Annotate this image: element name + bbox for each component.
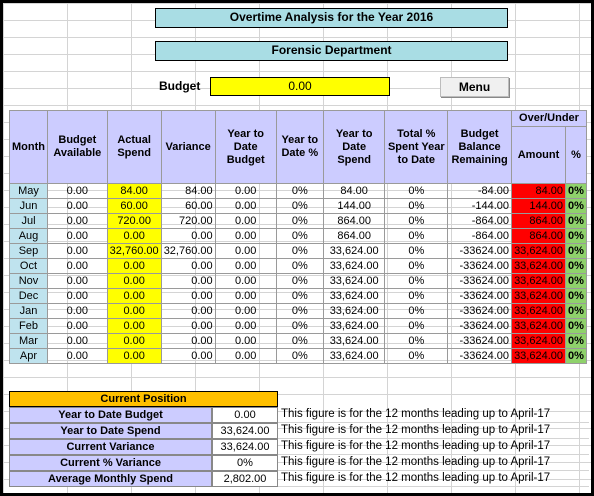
budget-available-cell[interactable]: 0.00 <box>47 259 107 274</box>
variance-cell: 60.00 <box>161 199 215 214</box>
ytd-spend-cell: 84.00 <box>323 184 385 199</box>
actual-spend-cell[interactable]: 0.00 <box>107 349 161 364</box>
ytd-pct-cell: 0% <box>276 334 323 349</box>
ytd-budget-cell: 0.00 <box>215 259 276 274</box>
variance-cell: 32,760.00 <box>161 244 215 259</box>
over-under-amount-cell: 33,624.00 <box>512 274 566 289</box>
total-pct-cell: 0% <box>385 244 448 259</box>
current-position-label: Current % Variance <box>9 455 212 471</box>
actual-spend-cell[interactable]: 32,760.00 <box>107 244 161 259</box>
ytd-spend-cell: 864.00 <box>323 229 385 244</box>
budget-balance-cell: -33624.00 <box>448 289 512 304</box>
ytd-spend-cell: 33,624.00 <box>323 334 385 349</box>
header-budget-balance: Budget Balance Remaining <box>448 111 512 184</box>
ytd-pct-cell: 0% <box>276 229 323 244</box>
total-pct-cell: 0% <box>385 334 448 349</box>
ytd-budget-cell: 0.00 <box>215 334 276 349</box>
variance-cell: 0.00 <box>161 319 215 334</box>
budget-input[interactable]: 0.00 <box>210 77 390 96</box>
current-position-value: 0% <box>212 455 278 471</box>
over-under-amount-cell: 144.00 <box>512 199 566 214</box>
ytd-budget-cell: 0.00 <box>215 184 276 199</box>
budget-balance-cell: -144.00 <box>448 199 512 214</box>
current-position-value: 33,624.00 <box>212 439 278 455</box>
header-total-pct: Total % Spent Year to Date <box>385 111 448 184</box>
table-row <box>10 274 587 289</box>
budget-balance-cell: -84.00 <box>448 184 512 199</box>
over-under-pct-cell: 0% <box>566 289 587 304</box>
over-under-amount-cell: 33,624.00 <box>512 334 566 349</box>
ytd-budget-cell: 0.00 <box>215 349 276 364</box>
over-under-amount-cell: 33,624.00 <box>512 349 566 364</box>
over-under-pct-cell: 0% <box>566 214 587 229</box>
ytd-pct-cell: 0% <box>276 289 323 304</box>
ytd-budget-cell: 0.00 <box>215 214 276 229</box>
over-under-amount-cell: 33,624.00 <box>512 289 566 304</box>
total-pct-cell: 0% <box>385 349 448 364</box>
current-position-note: This figure is for the 12 months leading up to April-17 <box>278 407 589 423</box>
budget-balance-cell: -33624.00 <box>448 274 512 289</box>
budget-balance-cell: -33624.00 <box>448 319 512 334</box>
actual-spend-cell[interactable]: 0.00 <box>107 334 161 349</box>
header-actual-spend: Actual Spend <box>107 111 161 184</box>
budget-balance-cell: -33624.00 <box>448 304 512 319</box>
over-under-pct-cell: 0% <box>566 319 587 334</box>
total-pct-cell: 0% <box>385 199 448 214</box>
current-position-value: 0.00 <box>212 407 278 423</box>
table-row <box>10 334 587 349</box>
over-under-pct-cell: 0% <box>566 274 587 289</box>
month-cell: Feb <box>10 319 48 334</box>
ytd-pct-cell: 0% <box>276 199 323 214</box>
over-under-pct-cell: 0% <box>566 244 587 259</box>
over-under-amount-cell: 33,624.00 <box>512 304 566 319</box>
ytd-budget-cell: 0.00 <box>215 274 276 289</box>
over-under-amount-cell: 33,624.00 <box>512 259 566 274</box>
ytd-spend-cell: 33,624.00 <box>323 319 385 334</box>
total-pct-cell: 0% <box>385 274 448 289</box>
variance-cell: 84.00 <box>161 184 215 199</box>
header-over-under: Over/Under <box>512 111 587 127</box>
header-budget-available: Budget Available <box>47 111 107 184</box>
over-under-pct-cell: 0% <box>566 304 587 319</box>
header-ytd-pct: Year to Date % <box>276 111 323 184</box>
over-under-pct-cell: 0% <box>566 184 587 199</box>
table-row <box>10 229 587 244</box>
ytd-pct-cell: 0% <box>276 214 323 229</box>
menu-button[interactable]: Menu <box>440 77 509 97</box>
table-row <box>10 319 587 334</box>
ytd-spend-cell: 33,624.00 <box>323 349 385 364</box>
variance-cell: 0.00 <box>161 274 215 289</box>
current-position-note: This figure is for the 12 months leading up to April-17 <box>278 423 589 439</box>
header-month: Month <box>10 111 48 184</box>
table-row <box>10 304 587 319</box>
over-under-amount-cell: 84.00 <box>512 184 566 199</box>
budget-available-cell[interactable]: 0.00 <box>47 349 107 364</box>
current-position-header: Current Position <box>9 391 278 407</box>
table-row <box>10 349 587 364</box>
budget-available-cell[interactable]: 0.00 <box>47 229 107 244</box>
budget-available-cell[interactable]: 0.00 <box>47 304 107 319</box>
over-under-pct-cell: 0% <box>566 229 587 244</box>
ytd-pct-cell: 0% <box>276 349 323 364</box>
ytd-pct-cell: 0% <box>276 259 323 274</box>
actual-spend-cell[interactable]: 0.00 <box>107 304 161 319</box>
table-row <box>10 244 587 259</box>
current-position-panel <box>9 407 589 487</box>
total-pct-cell: 0% <box>385 184 448 199</box>
current-position-row <box>9 423 589 439</box>
budget-available-cell[interactable]: 0.00 <box>47 334 107 349</box>
variance-cell: 0.00 <box>161 334 215 349</box>
over-under-pct-cell: 0% <box>566 199 587 214</box>
actual-spend-cell[interactable]: 84.00 <box>107 184 161 199</box>
header-ytd-spend: Year to Date Spend <box>323 111 385 184</box>
month-cell: Sep <box>10 244 48 259</box>
over-under-pct-cell: 0% <box>566 334 587 349</box>
current-position-row <box>9 471 589 487</box>
total-pct-cell: 0% <box>385 289 448 304</box>
budget-balance-cell: -864.00 <box>448 229 512 244</box>
variance-cell: 0.00 <box>161 229 215 244</box>
month-cell: May <box>10 184 48 199</box>
table-row <box>10 214 587 229</box>
ytd-pct-cell: 0% <box>276 244 323 259</box>
current-position-label: Year to Date Spend <box>9 423 212 439</box>
table-row <box>10 199 587 214</box>
month-cell: Nov <box>10 274 48 289</box>
ytd-budget-cell: 0.00 <box>215 304 276 319</box>
ytd-spend-cell: 33,624.00 <box>323 304 385 319</box>
header-variance: Variance <box>161 111 215 184</box>
budget-balance-cell: -864.00 <box>448 214 512 229</box>
current-position-value: 2,802.00 <box>212 471 278 487</box>
variance-cell: 0.00 <box>161 289 215 304</box>
over-under-amount-cell: 33,624.00 <box>512 244 566 259</box>
ytd-spend-cell: 864.00 <box>323 214 385 229</box>
ytd-pct-cell: 0% <box>276 304 323 319</box>
over-under-pct-cell: 0% <box>566 349 587 364</box>
budget-available-cell[interactable]: 0.00 <box>47 319 107 334</box>
ytd-pct-cell: 0% <box>276 274 323 289</box>
actual-spend-cell[interactable]: 0.00 <box>107 259 161 274</box>
budget-balance-cell: -33624.00 <box>448 349 512 364</box>
actual-spend-cell[interactable]: 0.00 <box>107 319 161 334</box>
total-pct-cell: 0% <box>385 229 448 244</box>
month-cell: Apr <box>10 349 48 364</box>
current-position-row <box>9 455 589 471</box>
current-position-note: This figure is for the 12 months leading up to April-17 <box>278 439 589 455</box>
variance-cell: 720.00 <box>161 214 215 229</box>
budget-available-cell[interactable]: 0.00 <box>47 184 107 199</box>
ytd-pct-cell: 0% <box>276 184 323 199</box>
budget-available-cell[interactable]: 0.00 <box>47 244 107 259</box>
month-cell: Mar <box>10 334 48 349</box>
current-position-label: Current Variance <box>9 439 212 455</box>
header-pct: % <box>566 127 587 184</box>
header-ytd-budget: Year to Date Budget <box>215 111 276 184</box>
over-under-amount-cell: 864.00 <box>512 229 566 244</box>
ytd-spend-cell: 144.00 <box>323 199 385 214</box>
month-cell: Oct <box>10 259 48 274</box>
ytd-pct-cell: 0% <box>276 319 323 334</box>
current-position-note: This figure is for the 12 months leading up to April-17 <box>278 471 589 487</box>
ytd-budget-cell: 0.00 <box>215 229 276 244</box>
ytd-budget-cell: 0.00 <box>215 319 276 334</box>
month-cell: Aug <box>10 229 48 244</box>
overtime-table <box>9 110 587 364</box>
actual-spend-cell[interactable]: 0.00 <box>107 274 161 289</box>
month-cell: Jul <box>10 214 48 229</box>
variance-cell: 0.00 <box>161 349 215 364</box>
budget-available-cell[interactable]: 0.00 <box>47 214 107 229</box>
table-row <box>10 289 587 304</box>
ytd-budget-cell: 0.00 <box>215 244 276 259</box>
ytd-budget-cell: 0.00 <box>215 199 276 214</box>
header-amount: Amount <box>512 127 566 184</box>
budget-available-cell[interactable]: 0.00 <box>47 289 107 304</box>
current-position-label: Year to Date Budget <box>9 407 212 423</box>
over-under-amount-cell: 33,624.00 <box>512 319 566 334</box>
total-pct-cell: 0% <box>385 304 448 319</box>
actual-spend-cell[interactable]: 0.00 <box>107 289 161 304</box>
report-title: Overtime Analysis for the Year 2016 <box>155 8 508 28</box>
table-row <box>10 259 587 274</box>
month-cell: Jun <box>10 199 48 214</box>
month-cell: Jan <box>10 304 48 319</box>
ytd-spend-cell: 33,624.00 <box>323 289 385 304</box>
actual-spend-cell[interactable]: 720.00 <box>107 214 161 229</box>
actual-spend-cell[interactable]: 60.00 <box>107 199 161 214</box>
current-position-value: 33,624.00 <box>212 423 278 439</box>
variance-cell: 0.00 <box>161 304 215 319</box>
department-title: Forensic Department <box>155 41 508 61</box>
over-under-amount-cell: 864.00 <box>512 214 566 229</box>
ytd-spend-cell: 33,624.00 <box>323 274 385 289</box>
ytd-spend-cell: 33,624.00 <box>323 259 385 274</box>
budget-available-cell[interactable]: 0.00 <box>47 274 107 289</box>
budget-available-cell[interactable]: 0.00 <box>47 199 107 214</box>
current-position-label: Average Monthly Spend <box>9 471 212 487</box>
current-position-row <box>9 407 589 423</box>
month-cell: Dec <box>10 289 48 304</box>
actual-spend-cell[interactable]: 0.00 <box>107 229 161 244</box>
current-position-row <box>9 439 589 455</box>
over-under-pct-cell: 0% <box>566 259 587 274</box>
total-pct-cell: 0% <box>385 319 448 334</box>
budget-balance-cell: -33624.00 <box>448 334 512 349</box>
ytd-budget-cell: 0.00 <box>215 289 276 304</box>
budget-label: Budget <box>159 79 201 93</box>
ytd-spend-cell: 33,624.00 <box>323 244 385 259</box>
total-pct-cell: 0% <box>385 259 448 274</box>
total-pct-cell: 0% <box>385 214 448 229</box>
current-position-note: This figure is for the 12 months leading up to April-17 <box>278 455 589 471</box>
budget-balance-cell: -33624.00 <box>448 259 512 274</box>
table-row <box>10 184 587 199</box>
variance-cell: 0.00 <box>161 259 215 274</box>
budget-balance-cell: -33624.00 <box>448 244 512 259</box>
